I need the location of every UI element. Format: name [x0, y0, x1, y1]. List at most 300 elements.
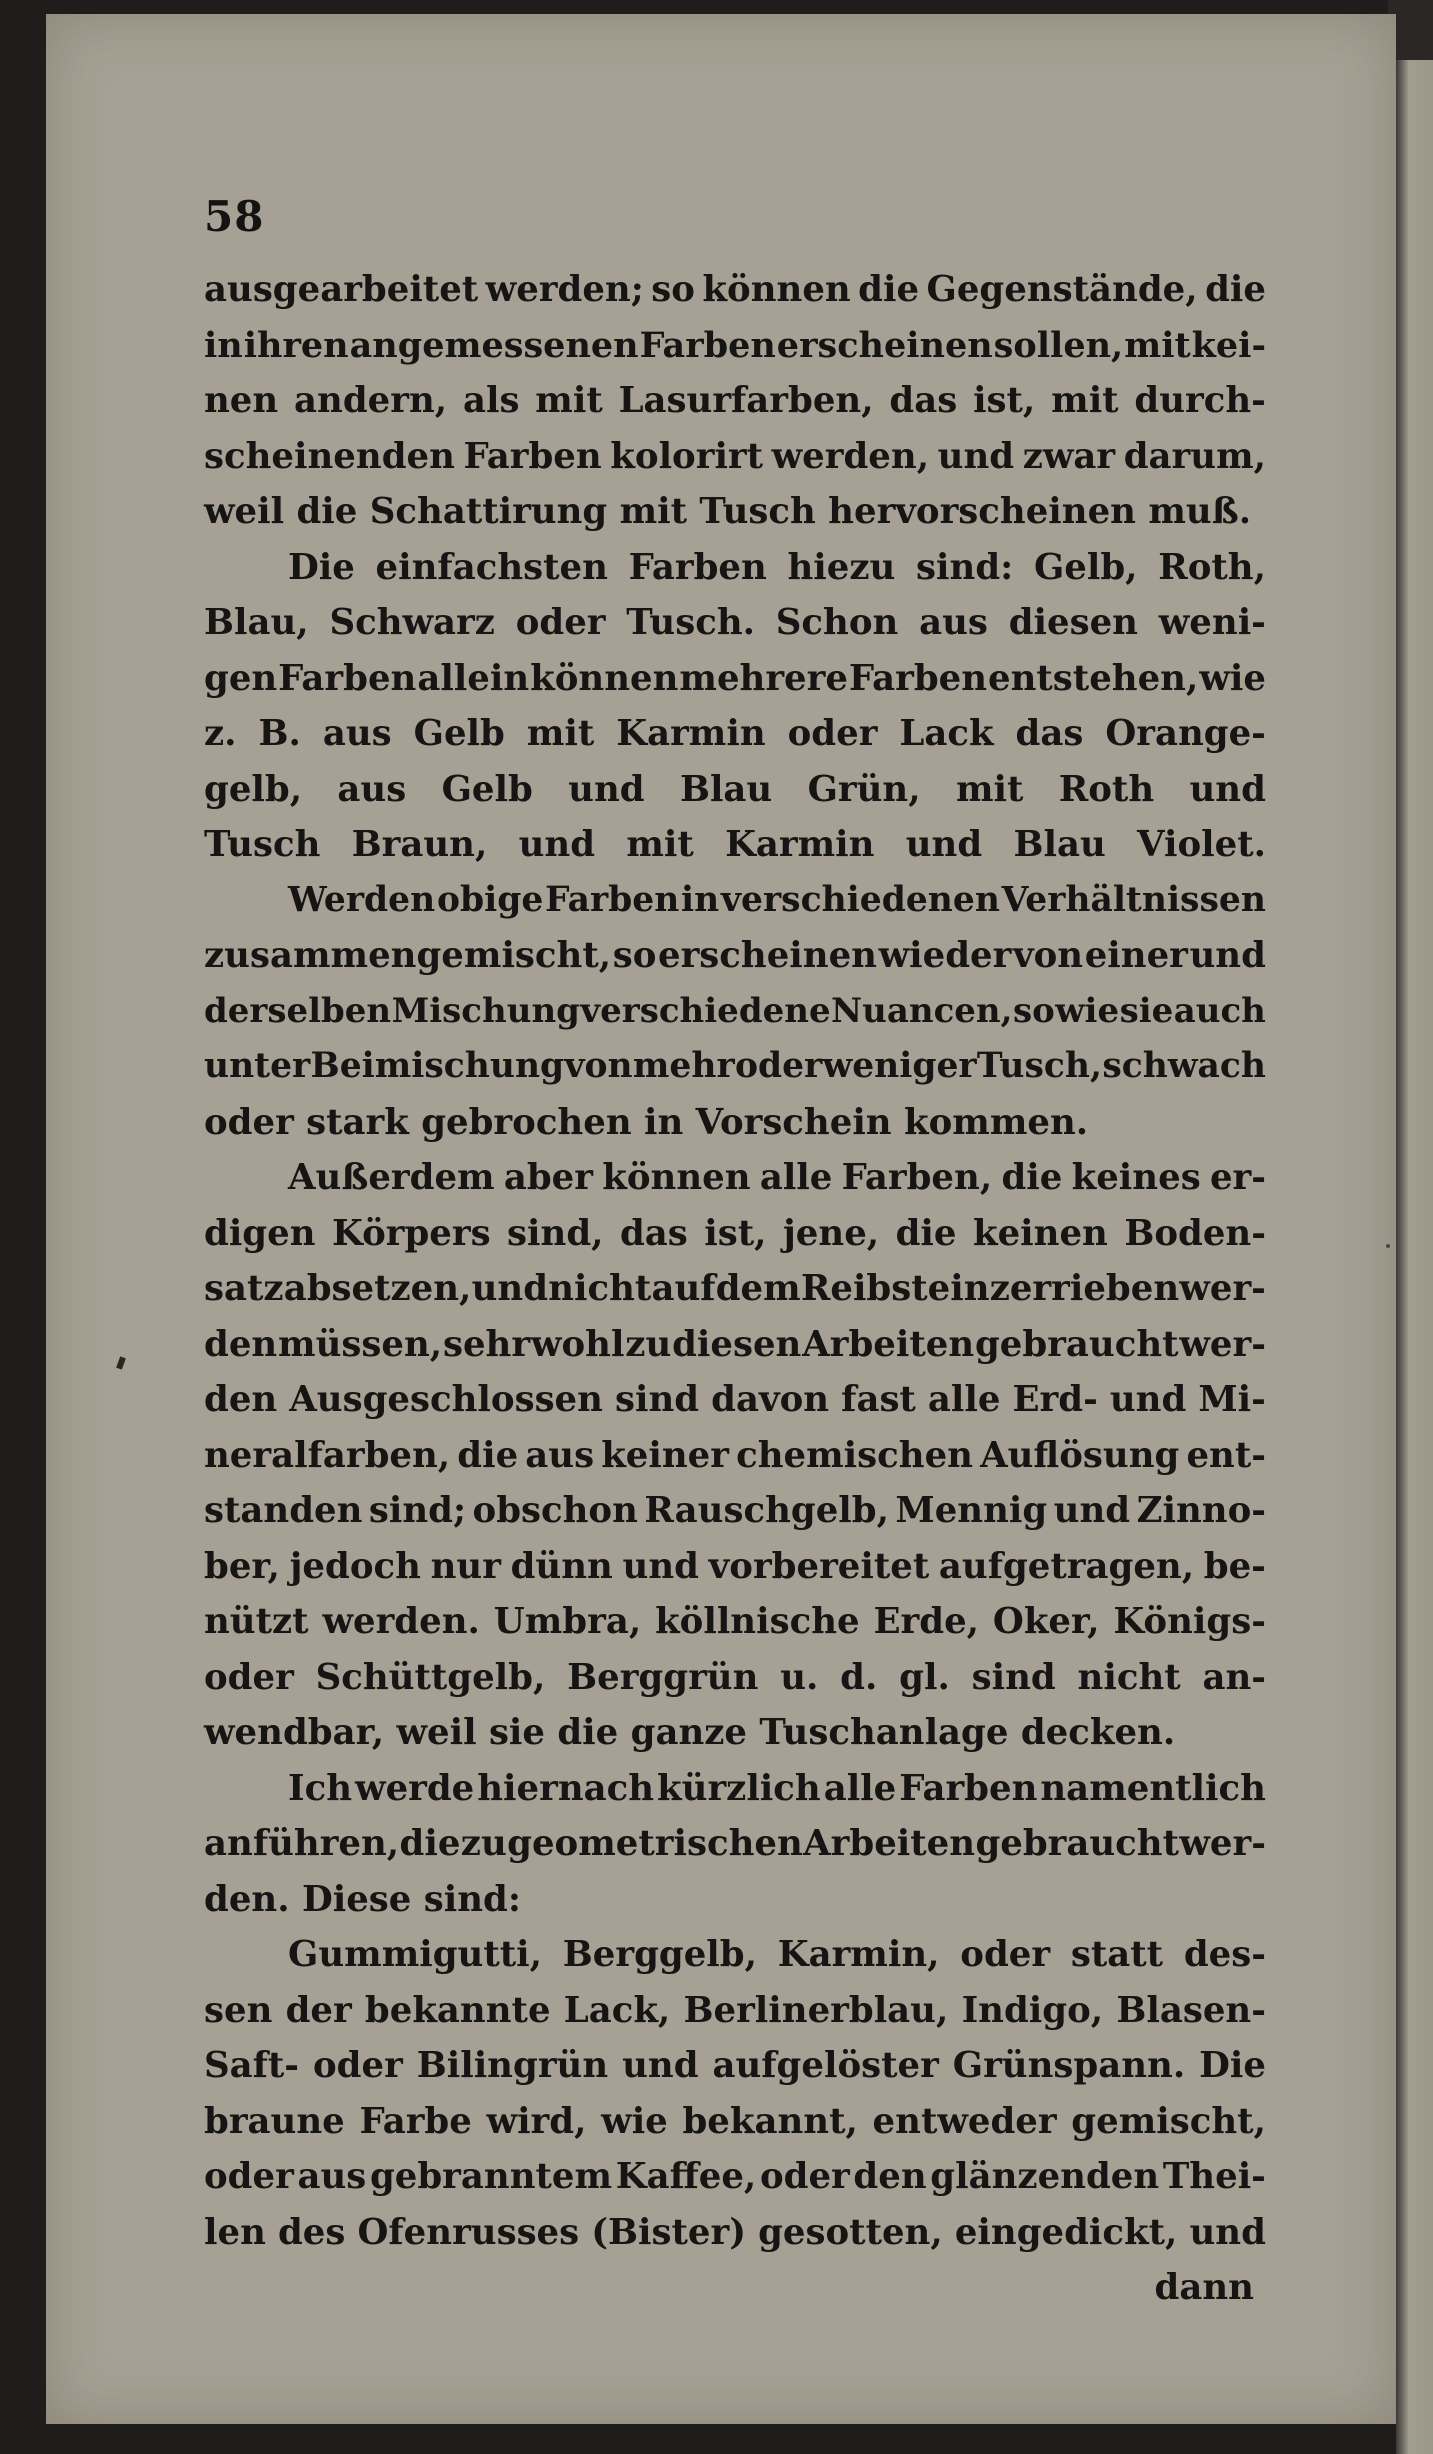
- word: mit: [619, 491, 688, 532]
- word: dünn: [510, 1545, 613, 1587]
- word: hervorscheinen: [828, 491, 1136, 532]
- word: fast: [841, 1379, 916, 1420]
- word: vorbereitet: [708, 1545, 930, 1587]
- word: Ofenrusses: [357, 2211, 580, 2253]
- word: wieder: [878, 935, 1012, 976]
- word: Tusch,: [976, 1046, 1103, 1086]
- word: Kaffee,: [615, 2156, 757, 2197]
- word: an-: [1202, 1656, 1266, 1698]
- text-line: [204, 1650, 1266, 1706]
- word: sie: [488, 1712, 545, 1753]
- word: Farben,: [841, 1157, 993, 1198]
- word: andern,: [294, 380, 448, 421]
- page-number: 58: [204, 192, 265, 241]
- word: und: [622, 1545, 699, 1587]
- word: wie: [1055, 990, 1120, 1031]
- word: sind: [615, 1379, 700, 1420]
- word: Auflösung: [980, 1434, 1180, 1476]
- word: alle: [927, 1379, 1001, 1420]
- word: alle: [759, 1157, 833, 1198]
- word: verschiedene: [580, 990, 831, 1031]
- text-line: [204, 373, 1266, 429]
- word: die: [858, 269, 920, 310]
- word: derselben: [204, 990, 392, 1031]
- word: den.: [204, 1878, 290, 1920]
- word: einer: [1084, 935, 1188, 976]
- word: Rauschgelb,: [644, 1490, 889, 1531]
- word: und: [1189, 935, 1266, 976]
- word: Die: [1199, 2045, 1266, 2086]
- word: zwar: [1022, 435, 1116, 477]
- word: weni-: [1158, 602, 1266, 643]
- word: glänzenden: [930, 2156, 1160, 2197]
- word: die: [895, 1212, 957, 1254]
- word: davon: [711, 1379, 830, 1420]
- word: den: [204, 1323, 278, 1365]
- word: diesen: [672, 1323, 802, 1365]
- word: wird,: [486, 2100, 587, 2142]
- word: scheinenden: [204, 435, 455, 477]
- word: so: [612, 935, 657, 976]
- word: d.: [840, 1656, 878, 1698]
- word: Bilingrün: [416, 2045, 609, 2086]
- word: bekannte: [364, 1989, 551, 2031]
- ink-dot: [1386, 1244, 1390, 1248]
- text-line: [204, 928, 1266, 984]
- word: ist,: [973, 380, 1036, 421]
- word: Farben: [278, 657, 417, 699]
- word: den: [204, 1379, 278, 1420]
- word: Gelb,: [1033, 546, 1138, 588]
- word: satz: [204, 1268, 284, 1309]
- word: zu: [625, 1323, 672, 1365]
- text-line: [204, 595, 1266, 651]
- word: mit: [626, 824, 694, 865]
- word: Tusch: [699, 491, 816, 532]
- text-line: [204, 2205, 1266, 2261]
- word: darum,: [1123, 435, 1266, 477]
- word: Farbe: [359, 2100, 472, 2142]
- word: Tusch: [204, 824, 321, 865]
- word: Blau: [679, 768, 773, 810]
- word: des: [277, 2211, 346, 2253]
- word: Lasurfarben,: [618, 380, 874, 421]
- word: in: [644, 1101, 684, 1143]
- word: können: [602, 1157, 751, 1198]
- word: Zinno-: [1136, 1490, 1266, 1531]
- word: jene,: [782, 1212, 880, 1254]
- word: z.: [204, 713, 237, 754]
- word: oder: [204, 1101, 294, 1143]
- word: decken.: [1020, 1712, 1176, 1753]
- word: Ich: [288, 1767, 353, 1809]
- word: Tusch.: [626, 602, 756, 643]
- word: anführen,: [204, 1823, 400, 1864]
- word: gebrochen: [421, 1101, 632, 1143]
- word: ber,: [204, 1545, 280, 1587]
- word: als: [462, 380, 520, 421]
- word: aber: [503, 1157, 593, 1198]
- text-line: [204, 1539, 1266, 1595]
- word: oder: [312, 2045, 403, 2086]
- word: wer-: [1179, 1268, 1266, 1309]
- word: nicht: [1077, 1656, 1181, 1698]
- word: Mi-: [1198, 1379, 1266, 1420]
- word: statt: [1070, 1934, 1164, 1975]
- word: oder: [759, 2156, 850, 2197]
- word: wie: [1199, 657, 1266, 699]
- word: die: [399, 1823, 461, 1864]
- word: gebraucht: [974, 1323, 1179, 1365]
- word: nur: [430, 1545, 501, 1587]
- text-line: [204, 429, 1266, 485]
- word: unter: [204, 1046, 311, 1086]
- text-line: [204, 1317, 1266, 1373]
- word: kolorirt: [610, 435, 764, 477]
- word: aus: [919, 602, 988, 643]
- word: den: [853, 2156, 927, 2197]
- word: werde: [355, 1767, 475, 1809]
- page-edge: [1396, 0, 1433, 2454]
- word: Erd-: [1012, 1379, 1098, 1420]
- word: ent-: [1186, 1434, 1266, 1476]
- word: hiezu: [787, 546, 896, 588]
- word: erscheinen: [776, 324, 993, 366]
- text-line: [204, 762, 1266, 818]
- word: so: [651, 269, 695, 310]
- word: obschon: [472, 1490, 638, 1531]
- word: Grünspann.: [952, 2045, 1186, 2086]
- word: nen: [204, 380, 279, 421]
- word: Verhältnissen: [1001, 879, 1266, 920]
- word: oder: [734, 1046, 823, 1086]
- word: Grün,: [807, 768, 921, 810]
- word: gesotten,: [758, 2211, 943, 2253]
- word: aufgelöster: [712, 2045, 939, 2086]
- word: aus: [525, 1434, 595, 1476]
- word: nützt: [204, 1601, 309, 1642]
- word: Farben: [848, 657, 988, 699]
- word: zusammengemischt,: [204, 935, 612, 976]
- word: oder: [960, 1934, 1051, 1975]
- word: stark: [306, 1101, 409, 1143]
- word: Farben: [899, 1767, 1038, 1809]
- word: ist,: [704, 1212, 767, 1254]
- text-line: [204, 262, 1266, 318]
- text-line: [204, 1705, 1266, 1761]
- word: mit: [526, 713, 595, 754]
- word: aufgetragen,: [938, 1545, 1195, 1587]
- text-line: [204, 1483, 1266, 1539]
- word: kei-: [1191, 324, 1266, 366]
- word: wer-: [1179, 1823, 1266, 1864]
- word: gebranntem: [369, 2156, 613, 2197]
- word: Blau: [1013, 824, 1106, 865]
- text-line: [204, 2149, 1266, 2205]
- word: weil: [204, 491, 285, 532]
- word: keines: [1071, 1157, 1201, 1198]
- word: in: [681, 879, 720, 920]
- word: Körpers: [332, 1212, 491, 1254]
- word: Erde,: [873, 1601, 980, 1642]
- word: und: [568, 768, 645, 810]
- word: standen: [204, 1490, 363, 1531]
- word: mit: [955, 768, 1024, 810]
- text-line: [204, 2094, 1266, 2150]
- word: nicht: [548, 1268, 652, 1309]
- text-line: [204, 1761, 1266, 1817]
- word: werden;: [485, 269, 644, 310]
- word: angemessenen: [349, 324, 639, 366]
- word: und: [1053, 1490, 1131, 1531]
- word: einfachsten: [375, 546, 608, 588]
- word: die: [457, 1434, 519, 1476]
- word: können: [702, 269, 851, 310]
- word: Gelb: [413, 713, 505, 754]
- word: (Bister): [591, 2211, 746, 2253]
- text-line: [204, 318, 1266, 374]
- text-line: [204, 1206, 1266, 1262]
- word: werden,: [771, 435, 930, 477]
- word: chemischen: [736, 1434, 973, 1476]
- word: dann: [1154, 2267, 1254, 2308]
- word: weniger: [822, 1046, 977, 1086]
- word: auch: [1173, 990, 1266, 1031]
- word: Farben: [463, 435, 602, 477]
- word: u.: [780, 1656, 819, 1698]
- word: aus: [337, 768, 407, 810]
- word: jedoch: [289, 1545, 421, 1587]
- word: geometrischen: [507, 1823, 803, 1864]
- word: von: [564, 1046, 633, 1086]
- word: Karmin: [725, 824, 875, 865]
- word: die: [1205, 269, 1266, 310]
- word: sehr: [442, 1323, 531, 1365]
- word: sind:: [916, 546, 1014, 588]
- word: und: [1109, 1379, 1187, 1420]
- word: aus: [297, 2156, 367, 2197]
- word: und: [905, 824, 983, 865]
- word: sind;: [368, 1490, 467, 1531]
- word: wendbar,: [204, 1712, 385, 1753]
- word: eingedickt,: [954, 2211, 1178, 2253]
- word: zerrieben: [989, 1268, 1180, 1309]
- catchword: [204, 2260, 1266, 2316]
- word: Braun,: [351, 824, 488, 865]
- word: Oker,: [992, 1601, 1100, 1642]
- text-line: [204, 1594, 1266, 1650]
- word: keiner: [601, 1434, 729, 1476]
- word: be-: [1203, 1545, 1266, 1587]
- word: kommen.: [903, 1101, 1089, 1143]
- word: mit: [1124, 324, 1191, 366]
- word: Roth,: [1158, 546, 1266, 588]
- word: kürzlich: [657, 1767, 821, 1809]
- word: Blau,: [204, 602, 309, 643]
- word: diesen: [1008, 602, 1138, 643]
- word: er-: [1209, 1157, 1266, 1198]
- text-line: [204, 1428, 1266, 1484]
- word: die: [296, 491, 358, 532]
- word: digen: [204, 1212, 316, 1254]
- word: Schüttgelb,: [315, 1656, 546, 1698]
- word: muß.: [1148, 491, 1252, 532]
- word: wohl: [530, 1323, 625, 1365]
- word: mehrere: [679, 657, 848, 699]
- word: oder: [204, 1656, 294, 1698]
- body-text: [204, 262, 1266, 2316]
- word: die: [1001, 1157, 1063, 1198]
- word: Farben: [545, 879, 680, 920]
- word: entstehen,: [988, 657, 1199, 699]
- word: Lack: [899, 713, 994, 754]
- word: Karmin: [616, 713, 766, 754]
- word: gen: [204, 657, 278, 699]
- text-line: [204, 1816, 1266, 1872]
- word: Nuancen,: [831, 990, 1013, 1031]
- word: gebraucht: [975, 1823, 1180, 1864]
- word: sind:: [423, 1878, 521, 1920]
- word: die: [557, 1712, 619, 1753]
- word: Arbeiten: [803, 1823, 976, 1864]
- text-line: [204, 651, 1266, 707]
- word: braune: [204, 2100, 345, 2142]
- word: Gummigutti,: [288, 1934, 543, 1975]
- text-line: [204, 873, 1266, 929]
- word: Farben: [639, 324, 776, 366]
- word: köllnische: [655, 1601, 860, 1642]
- word: Gelb: [441, 768, 533, 810]
- word: wer-: [1179, 1323, 1266, 1365]
- word: Schattirung: [369, 491, 608, 532]
- word: Die: [288, 546, 355, 588]
- word: können: [530, 657, 679, 699]
- word: Boden-: [1124, 1212, 1266, 1254]
- word: allein: [417, 657, 530, 699]
- word: Außerdem: [288, 1157, 495, 1198]
- word: Saft-: [204, 2045, 300, 2086]
- word: und: [622, 2045, 699, 2086]
- word: und: [1189, 2211, 1266, 2253]
- word: obige: [436, 879, 544, 920]
- word: gelb,: [204, 768, 303, 810]
- word: von: [1012, 935, 1084, 976]
- word: Berggrün: [567, 1656, 759, 1698]
- word: B.: [258, 713, 301, 754]
- word: alle: [823, 1767, 897, 1809]
- word: werden.: [322, 1601, 480, 1642]
- word: Werden: [288, 879, 436, 920]
- word: mit: [1051, 380, 1119, 421]
- text-line: [204, 1095, 1266, 1151]
- word: oder: [515, 602, 606, 643]
- word: Tuschanlage: [759, 1712, 1009, 1753]
- word: in: [204, 324, 243, 366]
- word: sind: [971, 1656, 1056, 1698]
- word: Reibstein: [800, 1268, 990, 1309]
- word: Violet.: [1137, 824, 1266, 865]
- text-line: [204, 1927, 1266, 1983]
- word: gemischt,: [1071, 2100, 1266, 2142]
- text-line: [204, 1261, 1266, 1317]
- word: und: [1189, 768, 1266, 810]
- word: Lack,: [563, 1989, 671, 2031]
- word: bekannt,: [682, 2100, 858, 2142]
- word: und: [937, 435, 1015, 477]
- word: Arbeiten: [802, 1323, 975, 1365]
- word: ganze: [630, 1712, 748, 1753]
- text-line: [204, 1039, 1266, 1095]
- word: Berlinerblau,: [683, 1989, 949, 2031]
- word: und: [518, 824, 596, 865]
- word: sen: [204, 1989, 273, 2031]
- word: dem: [715, 1268, 801, 1309]
- word: Vorschein: [695, 1101, 892, 1143]
- word: sollen,: [993, 324, 1124, 366]
- word: ausgearbeitet: [204, 269, 479, 310]
- word: gl.: [899, 1656, 950, 1698]
- word: Umbra,: [493, 1601, 642, 1642]
- word: oder: [787, 713, 878, 754]
- word: Diese: [301, 1878, 412, 1920]
- word: das: [619, 1212, 688, 1254]
- word: absetzen,: [283, 1268, 472, 1309]
- word: sie: [1119, 990, 1174, 1031]
- word: hiernach: [477, 1767, 655, 1809]
- word: aus: [322, 713, 392, 754]
- word: Ausgeschlossen: [289, 1379, 603, 1420]
- word: namentlich: [1040, 1767, 1266, 1809]
- word: mit: [535, 380, 603, 421]
- word: durch-: [1134, 380, 1266, 421]
- word: sind,: [507, 1212, 604, 1254]
- word: weil: [396, 1712, 477, 1753]
- word: das: [889, 380, 958, 421]
- text-line: [204, 1150, 1266, 1206]
- word: der: [285, 1989, 352, 2031]
- text-line: [204, 817, 1266, 873]
- word: Schwarz: [329, 602, 495, 643]
- word: so: [1012, 990, 1055, 1031]
- word: auf: [651, 1268, 716, 1309]
- word: müssen,: [278, 1323, 443, 1365]
- word: Roth: [1058, 768, 1155, 810]
- word: Blasen-: [1116, 1989, 1266, 2031]
- word: Berggelb,: [562, 1934, 757, 1975]
- word: Königs-: [1113, 1601, 1266, 1642]
- word: Farben: [628, 546, 767, 588]
- word: das: [1015, 713, 1084, 754]
- word: Gegenstände,: [926, 269, 1198, 310]
- word: oder: [204, 2156, 294, 2197]
- word: Schon: [775, 602, 899, 643]
- word: neralfarben,: [204, 1434, 451, 1476]
- text-line: [204, 540, 1266, 596]
- word: zu: [460, 1823, 507, 1864]
- word: len: [204, 2211, 266, 2253]
- text-line: [204, 706, 1266, 762]
- word: Indigo,: [961, 1989, 1104, 2031]
- word: Orange-: [1105, 713, 1266, 754]
- word: wie: [601, 2100, 668, 2142]
- word: schwach: [1102, 1046, 1266, 1086]
- text-line: [204, 484, 1266, 540]
- word: Thei-: [1162, 2156, 1266, 2197]
- text-line: [204, 1872, 1266, 1928]
- text-line: [204, 984, 1266, 1040]
- word: erscheinen: [658, 935, 877, 976]
- word: Mennig: [895, 1490, 1048, 1531]
